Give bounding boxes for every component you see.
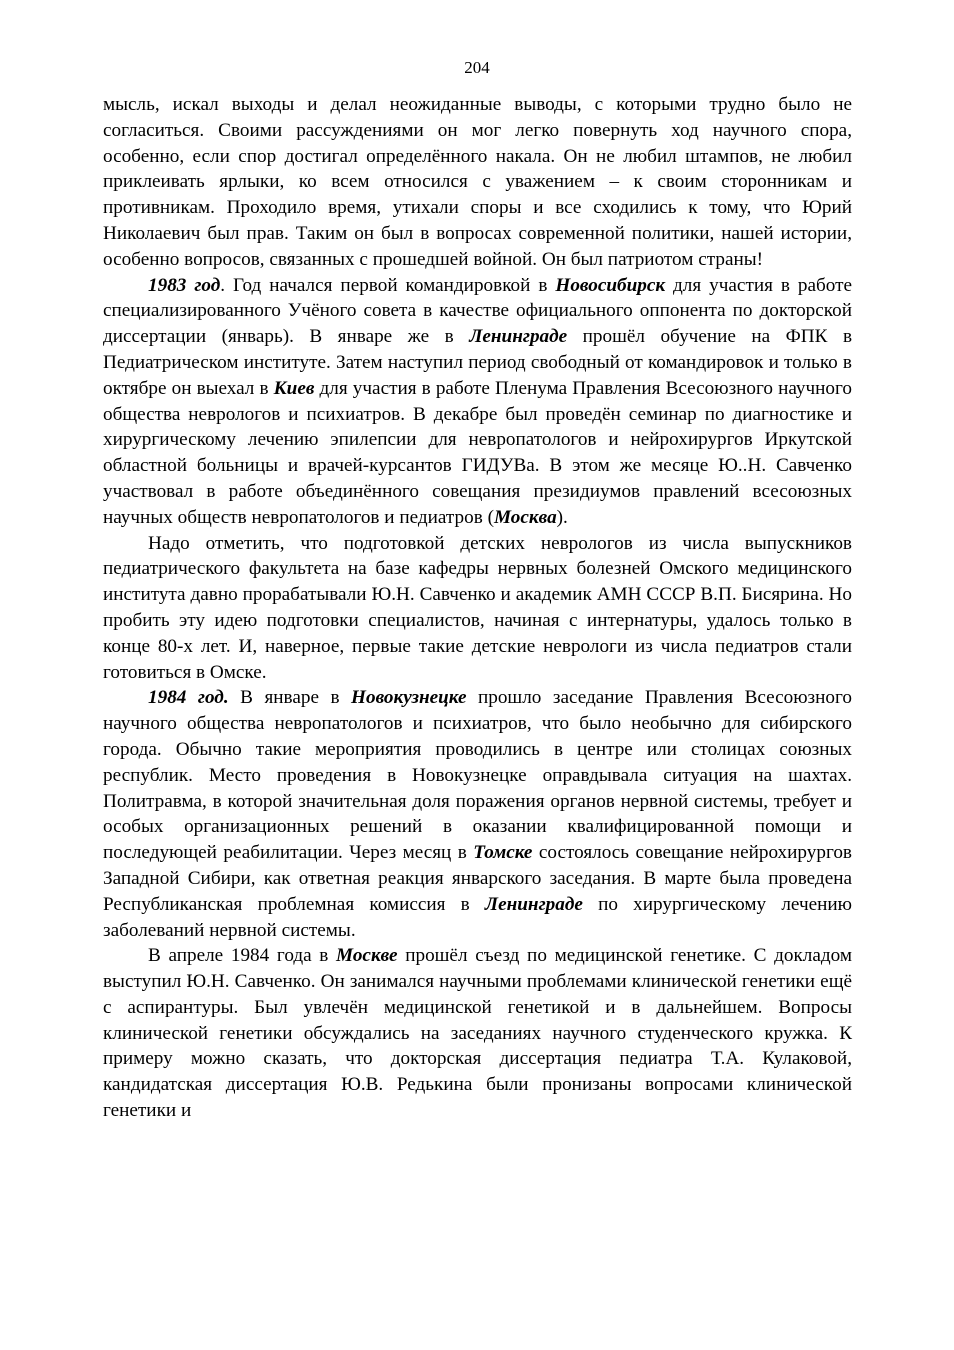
paragraph-text: для участия в работе специализированного Учёного совета в качестве официального оппонента по докторской диссертации (январь). В январе же в	[103, 274, 853, 348]
paragraph-text: для участия в работе Пленума Правления Всесоюзного научного общества неврологов и психиатров. В декабре был проведён семинар по диагностике и хирургическому лечению эпилепсии для невропатологов и нейрохирургов Иркутской областной больницы и врачей-курсантов ГИДУВа. В этом же месяце Ю..Н. Савченко участвовал в работе объединённого совещания президиумов правлений всесоюзных научных обществ невропатологов и педиатров (	[103, 377, 852, 528]
paragraph-text: Надо отметить, что подготовкой детских неврологов из числа выпускников педиатрического факультета на базе кафедры нервных болезней Омского медицинского института давно прорабатывали Ю.Н. Савченко и академик АМН СССР В.П. Бисярина. Но пробить эту идею подготовки специалистов, начиная с интернатуры, удалось только в конце 80-х лет. И, наверное, первые такие детские неврологи из числа педиатров стали готовиться в Омске.	[103, 532, 852, 683]
emphasis-text: Киев	[273, 377, 315, 399]
emphasis-text: Томске	[473, 842, 533, 864]
emphasis-text: Новосибирск	[555, 274, 666, 296]
paragraph-text: В январе в	[228, 687, 352, 709]
paragraph-text: В апреле 1984 года в	[148, 945, 337, 967]
emphasis-text: Ленинграде	[469, 326, 568, 348]
emphasis-text: 1983 год	[148, 274, 221, 296]
paragraph-text: прошёл обучение на ФПК в Педиатрическом институте. Затем наступил период свободный от командировок и только в октябре он выехал в	[103, 326, 852, 399]
document-body	[103, 92, 852, 1124]
emphasis-text: Москва	[494, 506, 557, 528]
paragraph-text: мысль, искал выходы и делал неожиданные выводы, с которыми трудно было не согласиться. Своими рассуждениями он мог легко повернуть ход научного спора, особенно, если спор достигал определённого накала. Он не любил штампов, не любил приклеивать ярлыки, ко всем относился с уважением – к своим сторонникам и противникам. Проходило время, утихали споры и все сходились к тому, что Юрий Николаевич был прав. Таким он был в вопросах современной политики, нашей истории, особенно вопросов, связанных с прошедшей войной. Он был патриотом страны!	[103, 94, 852, 270]
paragraph-text: состоялось совещание нейрохирургов Западной Сибири, как ответная реакция январского заседания. В марте была проведена Республиканская проблемная комиссия в	[103, 842, 852, 915]
paragraph	[103, 531, 852, 686]
emphasis-text: Ленинграде	[484, 893, 583, 915]
paragraph-text: ).	[556, 506, 568, 528]
paragraph-text: . Год начался первой командировкой в	[220, 274, 556, 296]
emphasis-text: 1984 год.	[148, 687, 229, 709]
paragraph	[103, 943, 852, 1124]
paragraph-text: прошёл съезд по медицинской генетике. С докладом выступил Ю.Н. Савченко. Он занимался научными проблемами клинической генетики ещё с аспирантуры. Был увлечён медицинской генетикой и в дальнейшем. Вопросы клинической генетики обсуждались на заседаниях научного студенческого кружка. К примеру можно сказать, что докторская диссертация педиатра Т.А. Кулаковой, кандидатская диссертация Ю.В. Редькина были пронизаны вопросами клинической генетики и	[103, 945, 852, 1122]
page-number: 204	[464, 58, 490, 77]
emphasis-text: Москве	[336, 945, 398, 967]
paragraph	[103, 685, 852, 943]
paragraph-text: по хирургическому лечению заболеваний нервной системы.	[103, 893, 852, 941]
paragraph-text: прошло заседание Правления Всесоюзного научного общества невропатологов и психиатров, что было необычно для сибирского города. Обычно такие мероприятия проводились в центре или столицах союзных республик. Место проведения в Новокузнецке оправдывала ситуация на шахтах. Политравма, в которой значительная доля поражения органов нервной системы, требует и особых организационных решений в оказании квалифицированной помощи и последующей реабилитации. Через месяц в	[103, 687, 852, 864]
paragraph	[103, 273, 852, 531]
emphasis-text: Новокузнецке	[351, 687, 467, 709]
paragraph	[103, 92, 852, 273]
